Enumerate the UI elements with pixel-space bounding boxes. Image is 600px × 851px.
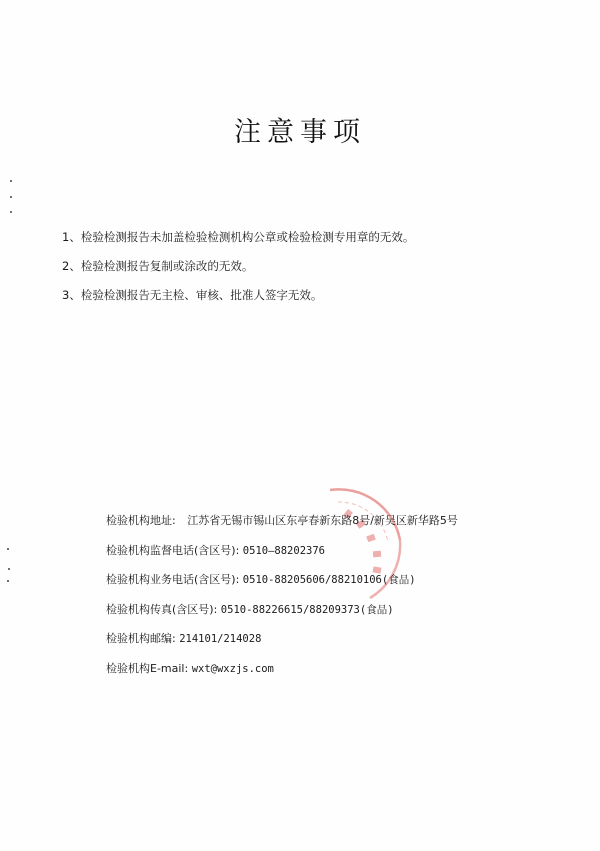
- scan-speck: [8, 568, 10, 570]
- supervision-phone-label: 检验机构监督电话(含区号):: [106, 543, 240, 557]
- scan-speck: [10, 196, 12, 198]
- business-phone-value: 0510-88205606/88210106(食品): [242, 574, 416, 586]
- postcode-row: [106, 632, 566, 646]
- address-label: 检验机构地址:: [106, 514, 176, 527]
- email-label: 检验机构E-mail:: [106, 661, 189, 675]
- email-row: [106, 662, 566, 676]
- note-item: 1、检验检测报告未加盖检验检测机构公章或检验检测专用章的无效。: [62, 230, 415, 244]
- note-item: 3、检验检测报告无主检、审核、批准人签字无效。: [62, 288, 323, 302]
- fax-label: 检验机构传真(含区号):: [106, 602, 218, 616]
- postcode-label: 检验机构邮编:: [106, 632, 176, 645]
- business-phone-row: [106, 573, 566, 587]
- supervision-phone-row: [106, 544, 566, 558]
- scan-speck: [7, 548, 9, 550]
- business-phone-label: 检验机构业务电话(含区号):: [106, 573, 240, 586]
- postcode-value: 214101/214028: [179, 633, 262, 645]
- contact-info: [106, 514, 566, 691]
- supervision-phone-value: 0510—88202376: [242, 544, 325, 557]
- fax-row: [106, 603, 566, 617]
- scan-speck: [10, 211, 12, 213]
- scan-speck: [7, 580, 9, 582]
- address-value: 江苏省无锡市锡山区东亭春新东路8号/新吴区新华路5号: [187, 514, 458, 527]
- fax-value: 0510-88226615/88209373(食品): [220, 603, 394, 616]
- email-value: wxt@wxzjs.com: [191, 662, 274, 675]
- scan-speck: [10, 180, 12, 182]
- note-item: 2、检验检测报告复制或涂改的无效。: [62, 259, 254, 273]
- address-row: [106, 514, 566, 528]
- page-title: 注意事项: [234, 117, 366, 148]
- notes-list: [62, 230, 562, 317]
